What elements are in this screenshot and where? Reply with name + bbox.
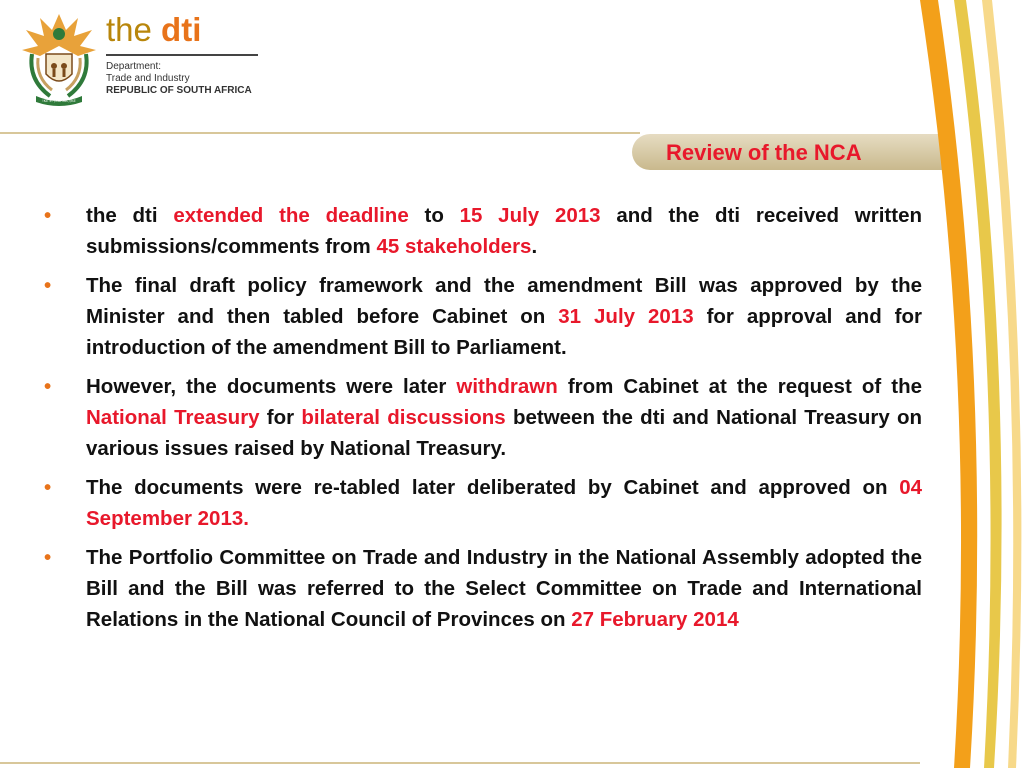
bullet-text: and the dti received written submissions/comments from xyxy=(86,204,922,258)
header-divider xyxy=(0,132,640,134)
department-line-2: Trade and Industry xyxy=(106,73,190,84)
brand-wordmark xyxy=(106,12,201,48)
bullet-text: for xyxy=(259,406,302,429)
bullet-icon: • xyxy=(44,546,52,569)
bullet-text: between the dti and National Treasury on various issues raised by National Treasury. xyxy=(86,406,922,460)
highlighted-text: withdrawn xyxy=(456,375,558,398)
highlighted-text: extended the deadline xyxy=(173,204,409,227)
bullet-text: The documents were re-tabled later deliberated by Cabinet and approved on xyxy=(86,476,900,499)
bullet-text: However, the documents were later xyxy=(86,375,457,398)
bullet-text: the dti xyxy=(86,204,174,227)
highlighted-text: 15 July 2013 xyxy=(459,204,601,227)
highlighted-text: 45 stakeholders xyxy=(376,235,532,258)
bullet-icon: • xyxy=(44,274,52,297)
department-line-1: Department: xyxy=(106,61,162,72)
bullet-icon: • xyxy=(44,204,52,227)
bullet-item xyxy=(44,200,922,262)
bullet-icon: • xyxy=(44,476,52,499)
highlighted-text: bilateral discussions xyxy=(301,406,506,429)
bullet-item xyxy=(44,371,922,464)
bullet-text: to xyxy=(408,204,460,227)
highlighted-text: 04 September 2013. xyxy=(86,476,922,530)
bullet-item xyxy=(44,472,922,534)
footer-divider xyxy=(0,762,920,764)
bullet-text: The final draft policy framework and the amendment Bill was approved by the Minister and then tabled before Cabinet on xyxy=(86,274,922,328)
department-block xyxy=(106,61,252,97)
decorative-stripes xyxy=(914,0,1024,768)
bullet-list xyxy=(44,200,922,635)
brand-divider xyxy=(106,54,258,56)
bullet-text: . xyxy=(531,235,538,258)
bullet-text: The Portfolio Committee on Trade and Industry in the National Assembly adopted the Bill and the Bill was referred to the Select Committee on Trade and International Relations in the National Council of Provinces on xyxy=(86,546,922,631)
department-line-3: REPUBLIC OF SOUTH AFRICA xyxy=(106,85,252,96)
content-area xyxy=(44,200,922,643)
coat-of-arms-logo xyxy=(20,10,98,108)
crest-motto: !KE E: /XARRA //KE xyxy=(42,99,76,103)
brand-the: the xyxy=(106,11,152,48)
brand-dti: dti xyxy=(161,11,202,48)
bullet-text: for approval and for introduction of the amendment Bill to Parliament. xyxy=(86,305,923,359)
bullet-icon: • xyxy=(44,375,52,398)
bullet-item xyxy=(44,542,922,635)
highlighted-text: 31 July 2013 xyxy=(558,305,694,328)
bullet-item xyxy=(44,270,922,363)
highlighted-text: 27 February 2014 xyxy=(571,608,739,631)
highlighted-text: National Treasury xyxy=(86,406,260,429)
bullet-text: from Cabinet at the request of the xyxy=(557,375,922,398)
slide-title: Review of the NCA xyxy=(666,140,862,165)
